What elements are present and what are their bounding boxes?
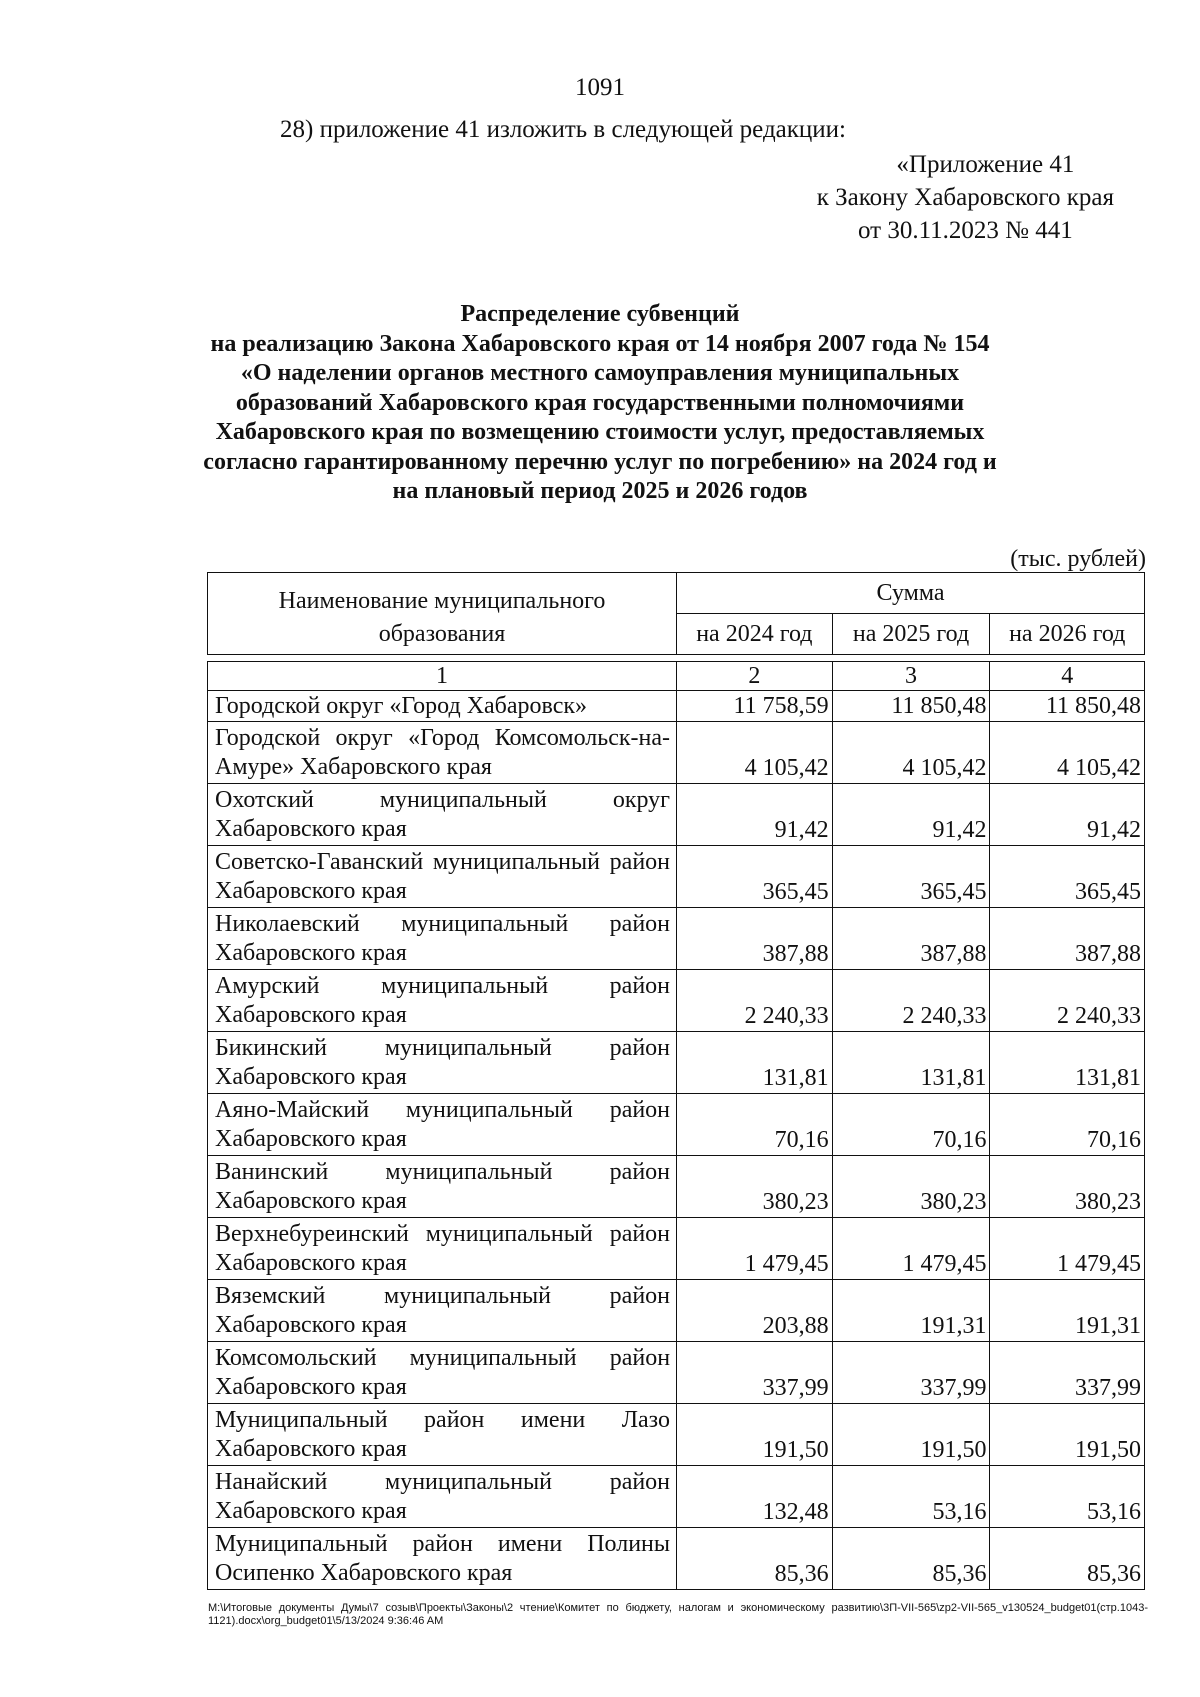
municipality-name: Охотский муниципальный округ Хабаровского края	[208, 784, 677, 846]
value-2024: 131,81	[677, 1032, 833, 1094]
page-number: 1091	[575, 74, 625, 101]
value-2025: 365,45	[832, 846, 990, 908]
municipality-name: Бикинский муниципальный район Хабаровского края	[208, 1032, 677, 1094]
value-2024: 387,88	[677, 908, 833, 970]
index-cell: 3	[832, 662, 990, 691]
value-2025: 91,42	[832, 784, 990, 846]
index-cell: 4	[990, 662, 1145, 691]
municipality-name: Верхнебуреинский муниципальный район Хабаровского края	[208, 1218, 677, 1280]
value-2026: 2 240,33	[990, 970, 1145, 1032]
footer-file-path: M:\Итоговые документы Думы\7 созыв\Проекты\Законы\2 чтение\Комитет по бюджету, налогам и экономическому развитию\3П-VII-565\zp2-VII-565_v130524_budget01(стр.1043-1121).docx\org_budget01\5/13/2024 9:36:46 AM	[208, 1602, 1148, 1627]
value-2024: 2 240,33	[677, 970, 833, 1032]
table-row	[208, 1218, 1145, 1280]
appendix-header-line-3: от 30.11.2023 № 441	[857, 217, 1073, 244]
units-label: (тыс. рублей)	[1010, 546, 1146, 572]
value-2024: 191,50	[677, 1404, 833, 1466]
title-line: на плановый период 2025 и 2026 годов	[392, 478, 808, 504]
value-2026: 337,99	[990, 1342, 1145, 1404]
subsidies-table	[207, 661, 1145, 1590]
index-row	[208, 662, 1145, 691]
value-2025: 2 240,33	[832, 970, 990, 1032]
value-2025: 191,31	[832, 1280, 990, 1342]
title-line: образований Хабаровского края государственными полномочиями	[235, 389, 965, 416]
header-name-column: Наименование муниципального образования	[208, 573, 677, 655]
municipality-name: Городской округ «Город Хабаровск»	[208, 691, 677, 722]
table-row	[208, 691, 1145, 722]
value-2026: 70,16	[990, 1094, 1145, 1156]
value-2026: 191,31	[990, 1280, 1145, 1342]
value-2024: 1 479,45	[677, 1218, 833, 1280]
value-2026: 365,45	[990, 846, 1145, 908]
intro-paragraph: 28) приложение 41 изложить в следующей редакции:	[280, 116, 846, 143]
table-row	[208, 784, 1145, 846]
municipality-name: Аяно-Майский муниципальный район Хабаровского края	[208, 1094, 677, 1156]
value-2025: 70,16	[832, 1094, 990, 1156]
table-row	[208, 1156, 1145, 1218]
index-cell: 2	[677, 662, 833, 691]
table-row	[208, 1404, 1145, 1466]
municipality-name: Муниципальный район имени Полины Осипенко Хабаровского края	[208, 1528, 677, 1590]
value-2026: 387,88	[990, 908, 1145, 970]
appendix-header-line-1: «Приложение 41	[896, 151, 1075, 178]
table-row	[208, 1528, 1145, 1590]
value-2024: 91,42	[677, 784, 833, 846]
value-2024: 203,88	[677, 1280, 833, 1342]
value-2025: 11 850,48	[832, 691, 990, 722]
value-2026: 4 105,42	[990, 722, 1145, 784]
value-2026: 11 850,48	[990, 691, 1145, 722]
value-2024: 11 758,59	[677, 691, 833, 722]
table-row	[208, 722, 1145, 784]
value-2025: 387,88	[832, 908, 990, 970]
index-cell: 1	[208, 662, 677, 691]
municipality-name: Комсомольский муниципальный район Хабаровского края	[208, 1342, 677, 1404]
value-2025: 53,16	[832, 1466, 990, 1528]
value-2024: 365,45	[677, 846, 833, 908]
table-row	[208, 970, 1145, 1032]
value-2025: 1 479,45	[832, 1218, 990, 1280]
table-row	[208, 1032, 1145, 1094]
header-sum: Сумма	[677, 573, 1145, 614]
value-2025: 380,23	[832, 1156, 990, 1218]
value-2024: 4 105,42	[677, 722, 833, 784]
table-row	[208, 1280, 1145, 1342]
title-line: на реализацию Закона Хабаровского края от 14 ноября 2007 года № 154	[210, 330, 990, 357]
municipality-name: Вяземский муниципальный район Хабаровского края	[208, 1280, 677, 1342]
value-2026: 91,42	[990, 784, 1145, 846]
title-line: согласно гарантированному перечню услуг по погребению» на 2024 год и	[203, 448, 997, 475]
table-row	[208, 846, 1145, 908]
value-2026: 380,23	[990, 1156, 1145, 1218]
table-row	[208, 908, 1145, 970]
municipality-name: Городской округ «Город Комсомольск-на-Амуре» Хабаровского края	[208, 722, 677, 784]
appendix-header	[817, 148, 1114, 247]
title-line: Распределение субвенций	[460, 301, 740, 327]
value-2025: 85,36	[832, 1528, 990, 1590]
table-row	[208, 1342, 1145, 1404]
value-2024: 132,48	[677, 1466, 833, 1528]
table-row	[208, 1466, 1145, 1528]
value-2025: 191,50	[832, 1404, 990, 1466]
value-2026: 53,16	[990, 1466, 1145, 1528]
value-2024: 70,16	[677, 1094, 833, 1156]
table-row	[208, 1094, 1145, 1156]
value-2025: 337,99	[832, 1342, 990, 1404]
municipality-name: Ванинский муниципальный район Хабаровского края	[208, 1156, 677, 1218]
value-2026: 85,36	[990, 1528, 1145, 1590]
value-2025: 4 105,42	[832, 722, 990, 784]
municipality-name: Амурский муниципальный район Хабаровского края	[208, 970, 677, 1032]
header-year-2026: на 2026 год	[990, 614, 1145, 655]
title-line: «О наделении органов местного самоуправления муниципальных	[240, 360, 960, 386]
value-2024: 380,23	[677, 1156, 833, 1218]
municipality-name: Нанайский муниципальный район Хабаровского края	[208, 1466, 677, 1528]
value-2025: 131,81	[832, 1032, 990, 1094]
municipality-name: Советско-Гаванский муниципальный район Хабаровского края	[208, 846, 677, 908]
value-2024: 337,99	[677, 1342, 833, 1404]
municipality-name: Муниципальный район имени Лазо Хабаровского края	[208, 1404, 677, 1466]
document-title	[200, 300, 1000, 507]
value-2026: 131,81	[990, 1032, 1145, 1094]
value-2024: 85,36	[677, 1528, 833, 1590]
value-2026: 1 479,45	[990, 1218, 1145, 1280]
header-year-2024: на 2024 год	[677, 614, 833, 655]
table-header	[207, 572, 1145, 655]
title-line: Хабаровского края по возмещению стоимости услуг, предоставляемых	[215, 419, 985, 445]
header-year-2025: на 2025 год	[832, 614, 990, 655]
appendix-header-line-2: к Закону Хабаровского края	[816, 184, 1114, 211]
value-2026: 191,50	[990, 1404, 1145, 1466]
municipality-name: Николаевский муниципальный район Хабаровского края	[208, 908, 677, 970]
